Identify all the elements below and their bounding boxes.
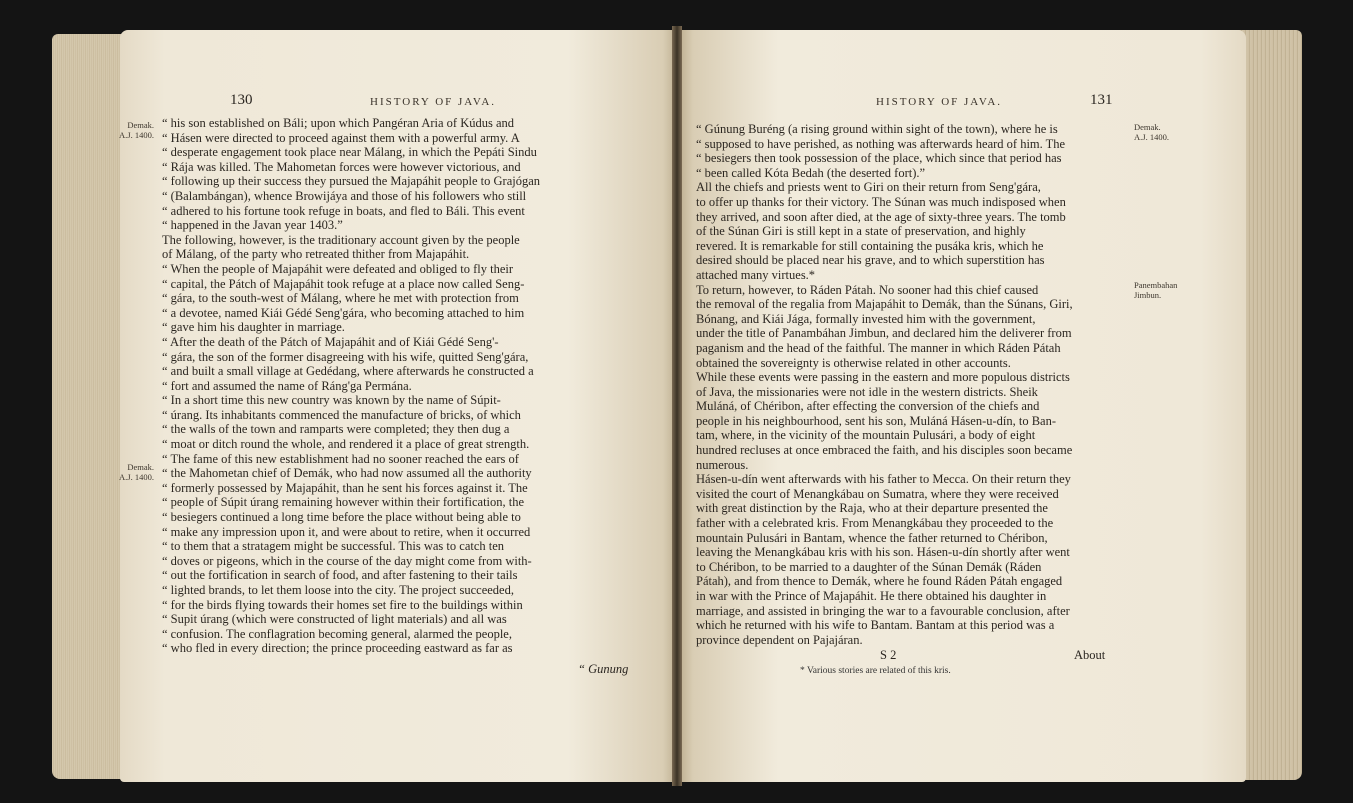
right-text-line: To return, however, to Ráden Pátah. No sooner had this chief caused: [696, 282, 1039, 297]
right-text-line: hundred recluses at once embraced the faith, and his disciples soon became: [696, 443, 1073, 458]
left-text-line: “ the Mahometan chief of Demák, who had now assumed all the authority: [162, 466, 532, 481]
right-text-line: to Chéribon, to be married to a daughter of the Súnan Demák (Ráden: [696, 559, 1042, 574]
left-text-line: “ a devotee, named Kiái Gédé Seng'gára, who becoming attached to him: [162, 305, 525, 320]
right-text-line: Bónang, and Kiái Jága, formally invested him with the government,: [696, 311, 1036, 326]
right-text-line: under the title of Panambáhan Jimbun, and declared him the deliverer from: [696, 326, 1072, 341]
left-text-line: “ the walls of the town and ramparts were completed; they then dug a: [162, 422, 510, 437]
right-text-line: Muláná, of Chéribon, after effecting the conversion of the chiefs and: [696, 399, 1040, 414]
left-text-line: “ lighted brands, to let them loose into the city. The project succeeded,: [162, 583, 514, 597]
right-text-line: revered. It is remarkable for still containing the pusáka kris, which he: [696, 238, 1044, 253]
left-text-line: “ Supit úrang (which were constructed of light materials) and all was: [162, 612, 507, 627]
right-page-number: 131: [1090, 92, 1113, 108]
right-text-line: they arrived, and soon after died, at the age of sixty-three years. The tomb: [696, 209, 1066, 224]
right-text-line: While these events were passing in the eastern and more populous districts: [696, 370, 1070, 385]
left-text-line: “ fort and assumed the name of Ráng'ga Permána.: [162, 378, 412, 393]
left-text-line: “ In a short time this new country was known by the name of Súpit-: [162, 393, 501, 408]
right-text-line: which he returned with his wife to Bantam. Bantam at this period was a: [696, 618, 1055, 633]
left-text-line: “ people of Súpit úrang remaining however within their fortification, the: [162, 495, 525, 510]
footnote: * Various stories are related of this kris.: [800, 666, 951, 676]
left-text-line: “ to them that a stratagem might be successful. This was to catch ten: [162, 539, 505, 554]
right-text-line: “ besiegers then took possession of the place, which since that period has: [696, 151, 1062, 166]
left-margin-note-2: Demak. A.J. 1400.: [119, 462, 154, 482]
left-text-line: “ confusion. The conflagration becoming general, alarmed the people,: [162, 626, 512, 641]
right-text-line: All the chiefs and priests went to Giri on their return from Seng'gára,: [696, 180, 1041, 195]
left-text-line: “ gára, the son of the former disagreeing with his wife, quitted Seng'gára,: [162, 349, 529, 364]
left-text-line: “ besiegers continued a long time before the place without being able to: [162, 510, 521, 525]
left-text-line: “ following up their success they pursued the Majapáhit people to Grajógan: [162, 174, 541, 189]
right-text-line: visited the court of Menangkábau on Sumatra, where they were received: [696, 486, 1059, 501]
right-text-line: marriage, and assisted in bringing the war to a favourable conclusion, after: [696, 603, 1070, 618]
right-text-line: to offer up thanks for their victory. The Súnan was much indisposed when: [696, 194, 1066, 209]
left-text-line: “ moat or ditch round the whole, and rendered it a place of great strength.: [162, 437, 530, 452]
left-text-line: The following, however, is the traditionary account given by the people: [162, 232, 520, 247]
left-page-number: 130: [230, 92, 253, 108]
left-text-line: “ make any impression upon it, and were about to retire, when it occurred: [162, 524, 531, 539]
left-text-line: “ The fame of this new establishment had no sooner reached the ears of: [162, 451, 519, 466]
right-text-line: “ supposed to have perished, as nothing was afterwards heard of him. The: [696, 136, 1066, 151]
left-running-head: HISTORY OF JAVA.: [370, 96, 497, 108]
left-text-line: “ úrang. Its inhabitants commenced the manufacture of bricks, of which: [162, 407, 521, 422]
left-text-line: “ doves or pigeons, which in the course of the day might come from with-: [162, 553, 532, 568]
right-text-line: “ been called Kóta Bedah (the deserted fort).”: [696, 165, 926, 180]
right-text-line: people in his neighbourhood, sent his son, Muláná Hásen-u-dín, to Ban-: [696, 413, 1057, 428]
left-text-line: “ formerly possessed by Majapáhit, than he sent his forces against it. The: [162, 480, 528, 495]
left-text-line: “ for the birds flying towards their homes set fire to the buildings within: [162, 597, 523, 612]
left-text-line: “ who fled in every direction; the prince proceeding eastward as far as: [162, 641, 513, 656]
left-text-line: “ gára, to the south-west of Málang, where he met with protection from: [162, 291, 519, 306]
right-text-line: tam, where, in the vicinity of the mountain Pulusári, a body of eight: [696, 428, 1036, 443]
left-text-line: “ gave him his daughter in marriage.: [162, 320, 345, 335]
left-text-line: “ capital, the Pátch of Majapáhit took refuge at a place now called Seng-: [162, 276, 525, 291]
right-text-line: leaving the Menangkábau kris with his son. Hásen-u-dín shortly after went: [696, 545, 1070, 560]
right-text-line: of the Súnan Giri is still kept in a state of preservation, and highly: [696, 224, 1026, 239]
right-text-line: numerous.: [696, 457, 749, 472]
left-text-line: “ Rája was killed. The Mahometan forces were however victorious, and: [162, 159, 521, 174]
right-text-line: province dependent on Pajajáran.: [696, 632, 863, 647]
right-text-line: father with a celebrated kris. From Menangkábau they proceeded to the: [696, 516, 1054, 531]
right-body-text: [696, 122, 1120, 647]
left-body-text: [162, 116, 650, 656]
right-text-line: obtained the sovereignty is otherwise related in other accounts.: [696, 355, 1011, 370]
right-running-head: HISTORY OF JAVA.: [876, 96, 1003, 108]
left-text-line: “ out the fortification in search of food, and after fastening to their tails: [162, 568, 518, 583]
left-margin-note-1: Demak. A.J. 1400.: [119, 120, 154, 140]
left-text-line: “ When the people of Majapáhit were defeated and obliged to fly their: [162, 261, 514, 276]
left-text-line: “ (Balambángan), whence Browijáya and those of his followers who still: [162, 188, 527, 203]
right-text-line: paganism and the head of the faithful. The manner in which Ráden Pátah: [696, 340, 1061, 355]
left-text-line: “ adhered to his fortune took refuge in boats, and fled to Báli. This event: [162, 203, 525, 218]
signature-mark: S 2: [880, 648, 897, 662]
left-catchword: “ Gunung: [578, 662, 629, 676]
right-text-line: “ Gúnung Buréng (a rising ground within sight of the town), where he is: [696, 122, 1058, 136]
right-text-line: mountain Pulusári in Bantam, whence the father returned to Chéribon,: [696, 530, 1048, 545]
right-text-line: with great distinction by the Raja, who at their departure presented the: [696, 501, 1048, 516]
left-text-line: “ happened in the Javan year 1403.”: [162, 218, 343, 233]
right-text-line: attached many virtues.*: [696, 267, 816, 282]
right-text-line: the removal of the regalia from Majapáhit to Demák, than the Súnans, Giri,: [696, 297, 1073, 312]
right-text-line: desired should be placed near his grave, and to which superstition has: [696, 253, 1045, 268]
right-text-line: in war with the Prince of Majapáhit. He there obtained his daughter in: [696, 589, 1047, 603]
right-margin-note-1: Demak. A.J. 1400.: [1134, 122, 1169, 142]
left-text-line: “ his son established on Báli; upon which Pangéran Aria of Kúdus and: [162, 116, 515, 130]
right-margin-note-2: Panembahan Jimbun.: [1134, 280, 1178, 300]
right-text-line: Pátah), and from thence to Demák, where he found Ráden Pátah engaged: [696, 574, 1063, 589]
right-text-line: of Java, the missionaries were not idle in the western districts. Sheik: [696, 384, 1038, 399]
left-text-line: “ Hásen were directed to proceed against them with a powerful army. A: [162, 130, 520, 145]
right-text-line: Hásen-u-dín went afterwards with his father to Mecca. On their return they: [696, 472, 1071, 487]
left-text-line: “ desperate engagement took place near Málang, in which the Pepáti Sindu: [162, 145, 537, 160]
right-catchword: About: [1074, 648, 1106, 662]
left-text-line: “ After the death of the Pátch of Majapáhit and of Kiái Gédé Seng'-: [162, 334, 499, 349]
book-gutter: [672, 26, 682, 786]
left-text-line: of Málang, of the party who retreated thither from Majapáhit.: [162, 247, 470, 262]
left-text-line: “ and built a small village at Gedédang, where afterwards he constructed a: [162, 364, 534, 379]
